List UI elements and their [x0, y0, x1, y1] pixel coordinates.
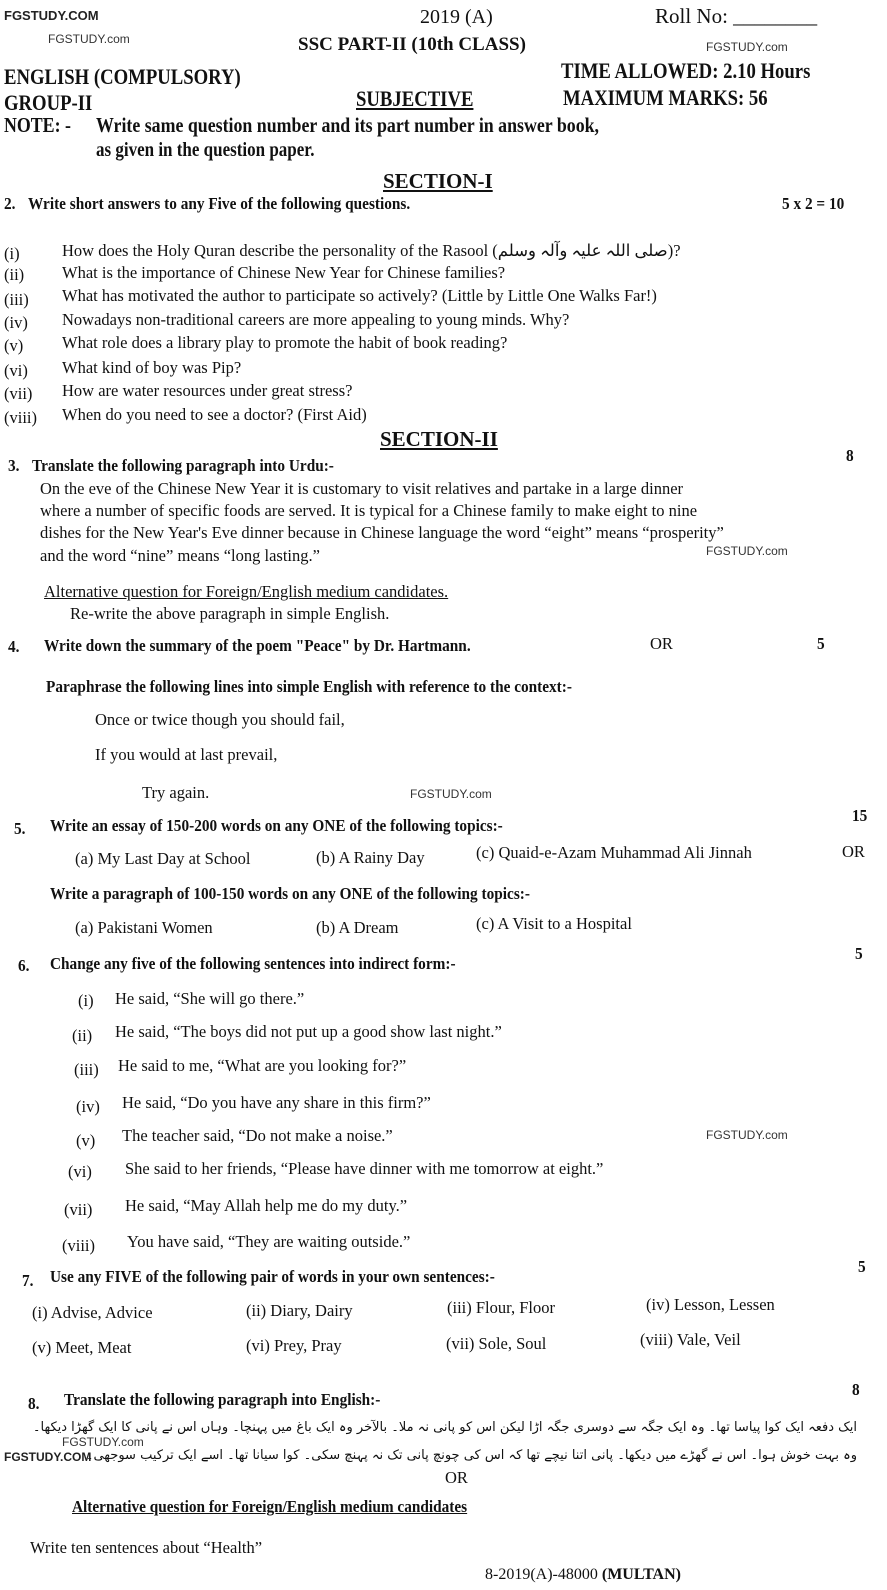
- list-item: He said to me, “What are you looking for?”: [118, 1056, 407, 1075]
- item-number: (iii): [74, 1060, 99, 1079]
- list-item: He said, “The boys did not put up a good show last night.”: [115, 1022, 502, 1041]
- question-number: 3.: [8, 456, 20, 475]
- item-number: (iv): [76, 1097, 100, 1116]
- paragraph-line: and the word “nine” means “long lasting.”: [40, 546, 320, 565]
- class-title: SSC PART-II (10th CLASS): [298, 34, 526, 55]
- alternative-question-text: Re-write the above paragraph in simple English.: [70, 604, 390, 623]
- word-pair: (iv) Lesson, Lessen: [646, 1295, 775, 1314]
- poem-line: Try again.: [142, 783, 210, 802]
- item-number: (i): [4, 244, 20, 263]
- question-marks: 5 x 2 = 10: [782, 194, 845, 213]
- question-marks: 5: [855, 944, 863, 963]
- question-marks: 15: [852, 806, 868, 825]
- paragraph-line: where a number of specific foods are served. It is typical for a Chinese family to make eight to nine: [40, 501, 698, 520]
- watermark: FGSTUDY.COM: [4, 8, 99, 23]
- or-label: OR: [650, 634, 673, 653]
- list-item: What has motivated the author to participate so actively? (Little by Little One Walks Far!): [62, 286, 657, 305]
- item-number: (vi): [68, 1162, 92, 1181]
- question-marks: 5: [858, 1257, 866, 1276]
- paper-code-number: 8-2019(A)-48000: [485, 1566, 598, 1583]
- question-marks: 8: [852, 1380, 860, 1399]
- item-number: (vi): [4, 361, 28, 380]
- item-number: (v): [4, 336, 24, 355]
- list-item: Nowadays non-traditional careers are more appealing to young minds. Why?: [62, 310, 570, 329]
- list-item: When do you need to see a doctor? (First Aid): [62, 405, 367, 424]
- roll-no: Roll No: ________: [655, 4, 818, 28]
- question-text: Paraphrase the following lines into simple English with reference to the context:-: [46, 677, 572, 696]
- question-number: 4.: [8, 637, 20, 656]
- question-text: Translate the following paragraph into English:-: [64, 1390, 381, 1409]
- list-item: You have said, “They are waiting outside.”: [127, 1232, 411, 1251]
- section-title: SECTION-II: [380, 427, 498, 451]
- topic: (a) Pakistani Women: [75, 918, 213, 937]
- watermark: FGSTUDY.COM: [4, 1450, 92, 1464]
- note-text: Write same question number and its part number in answer book,: [96, 113, 600, 137]
- watermark: FGSTUDY.com: [48, 32, 130, 46]
- question-text: Change any five of the following sentences into indirect form:-: [50, 954, 456, 973]
- item-number: (ii): [72, 1026, 93, 1045]
- topic: (b) A Dream: [316, 918, 399, 937]
- topic: (b) A Rainy Day: [316, 848, 425, 867]
- list-item: What role does a library play to promote the habit of book reading?: [62, 333, 508, 352]
- question-text: Write short answers to any Five of the following questions.: [28, 194, 411, 213]
- item-number: (vii): [4, 384, 33, 403]
- question-number: 6.: [18, 956, 30, 975]
- alternative-question-title: Alternative question for Foreign/English medium candidates.: [44, 582, 449, 601]
- word-pair: (ii) Diary, Dairy: [246, 1301, 353, 1320]
- list-item: He said, “She will go there.”: [115, 989, 305, 1008]
- item-number: (vii): [64, 1200, 93, 1219]
- paragraph-line: dishes for the New Year's Eve dinner because in Chinese language the word “eight” means “prosperity”: [40, 523, 724, 542]
- word-pair: (vii) Sole, Soul: [446, 1334, 547, 1353]
- paper-type: SUBJECTIVE: [356, 86, 474, 111]
- question-text: Translate the following paragraph into Urdu:-: [32, 456, 334, 475]
- maximum-marks: MAXIMUM MARKS: 56: [563, 85, 768, 110]
- watermark: FGSTUDY.com: [410, 787, 492, 801]
- alternative-question-text: Write ten sentences about “Health”: [30, 1538, 263, 1557]
- topic: (c) Quaid-e-Azam Muhammad Ali Jinnah: [476, 843, 752, 862]
- item-number: (iii): [4, 290, 29, 309]
- list-item: The teacher said, “Do not make a noise.”: [122, 1126, 393, 1145]
- alternative-question-title: Alternative question for Foreign/English medium candidates: [72, 1497, 468, 1516]
- question-number: 2.: [4, 194, 16, 213]
- paper-code: [485, 1566, 681, 1584]
- group: GROUP-II: [4, 90, 93, 115]
- exam-year: 2019 (A): [420, 6, 493, 28]
- list-item: What is the importance of Chinese New Year for Chinese families?: [62, 263, 506, 282]
- urdu-paragraph-line: وہ بہت خوش ہوا۔ اس نے گھڑے میں دیکھا۔ پانی اتنا نیچے تھا کہ اس کی چونچ پانی تک نہ پہنچ سکی۔ کوا سیانا تھا۔ اسے ایک ترکیب سوجھی۔: [85, 1448, 857, 1463]
- word-pair: (iii) Flour, Floor: [447, 1298, 555, 1317]
- list-item: He said, “Do you have any share in this firm?”: [122, 1093, 431, 1112]
- or-label: OR: [842, 842, 865, 861]
- note-label: NOTE: -: [4, 113, 71, 137]
- list-item: He said, “May Allah help me do my duty.”: [125, 1196, 408, 1215]
- word-pair: (i) Advise, Advice: [32, 1303, 153, 1322]
- watermark: FGSTUDY.com: [706, 544, 788, 558]
- list-item: She said to her friends, “Please have dinner with me tomorrow at eight.”: [125, 1159, 604, 1178]
- item-number: (viii): [62, 1236, 95, 1255]
- question-number: 7.: [22, 1271, 34, 1290]
- item-number: (ii): [4, 265, 25, 284]
- question-text: Write a paragraph of 100-150 words on any ONE of the following topics:-: [50, 884, 530, 903]
- item-number: (v): [76, 1131, 96, 1150]
- paper-city: (MULTAN): [601, 1566, 681, 1583]
- subject: ENGLISH (COMPULSORY): [4, 64, 241, 89]
- question-marks: 8: [846, 446, 854, 465]
- topic: (a) My Last Day at School: [75, 849, 251, 868]
- urdu-paragraph-line: ایک دفعہ ایک کوا پیاسا تھا۔ وہ ایک جگہ سے دوسری جگہ اڑا لیکن اس کو پانی نہ ملا۔ بالآخر وہ ایک باغ میں پہنچا۔ وہاں اس نے پانی کا ایک گھڑا دیکھا۔: [32, 1420, 857, 1435]
- list-item: How are water resources under great stress?: [62, 381, 353, 400]
- watermark: FGSTUDY.com: [706, 40, 788, 54]
- or-label: OR: [445, 1468, 468, 1487]
- topic: (c) A Visit to a Hospital: [476, 914, 632, 933]
- poem-line: Once or twice though you should fail,: [95, 710, 345, 729]
- watermark: FGSTUDY.com: [706, 1128, 788, 1142]
- word-pair: (vi) Prey, Pray: [246, 1336, 342, 1355]
- question-text: Write an essay of 150-200 words on any ONE of the following topics:-: [50, 816, 503, 835]
- question-number: 8.: [28, 1394, 40, 1413]
- watermark: FGSTUDY.com: [62, 1435, 144, 1449]
- question-text: Use any FIVE of the following pair of words in your own sentences:-: [50, 1267, 495, 1286]
- question-number: 5.: [14, 819, 26, 838]
- time-allowed: TIME ALLOWED: 2.10 Hours: [561, 58, 811, 83]
- poem-line: If you would at last prevail,: [95, 745, 278, 764]
- paragraph-line: On the eve of the Chinese New Year it is customary to visit relatives and partake in a large dinner: [40, 479, 684, 498]
- item-number: (iv): [4, 313, 28, 332]
- word-pair: (viii) Vale, Veil: [640, 1330, 741, 1349]
- word-pair: (v) Meet, Meat: [32, 1338, 132, 1357]
- list-item: What kind of boy was Pip?: [62, 358, 242, 377]
- question-text: Write down the summary of the poem "Peace" by Dr. Hartmann.: [44, 636, 471, 655]
- question-marks: 5: [817, 634, 825, 653]
- item-number: (viii): [4, 408, 37, 427]
- item-number: (i): [78, 991, 94, 1010]
- section-title: SECTION-I: [383, 169, 493, 193]
- note-text: as given in the question paper.: [96, 139, 315, 161]
- list-item: How does the Holy Quran describe the personality of the Rasool (صلی اللہ علیہ وآلہ وسلم)?: [62, 241, 681, 260]
